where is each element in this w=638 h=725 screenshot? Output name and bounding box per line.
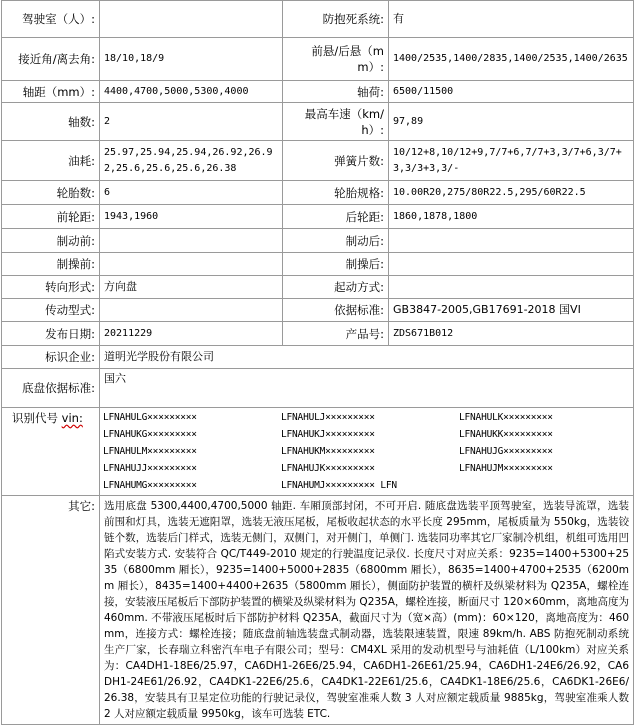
spec-table: [1, 0, 634, 725]
vin-list: [100, 408, 634, 496]
row-axles: [2, 103, 634, 141]
tire-spec-value: 10.00R20,275/80R22.5,295/60R22.5: [389, 181, 634, 205]
vin-code: LFNAHUJG×××××××××: [459, 446, 553, 457]
standard-label: 依据标准:: [283, 299, 389, 322]
company-label: 标识企业:: [2, 346, 100, 369]
vin-row: [103, 460, 630, 477]
front-track-value: 1943,1960: [100, 205, 283, 229]
tires-value: 6: [100, 181, 283, 205]
front-track-label: 前轮距:: [2, 205, 100, 229]
tires-label: 轮胎数:: [2, 181, 100, 205]
axle-load-value: 6500/11500: [389, 81, 634, 103]
chassis-std-label: 底盘依据标准:: [2, 369, 100, 408]
row-chassis-std: [2, 369, 634, 408]
vin-code: LFNAHULG×××××××××: [103, 412, 197, 423]
max-speed-label: 最高车速（km/h）:: [283, 103, 389, 141]
row-wheelbase: [2, 81, 634, 103]
steering-label: 转向形式:: [2, 276, 100, 299]
row-drive: [2, 299, 634, 322]
max-speed-value: 97,89: [389, 103, 634, 141]
wheelbase-label: 轴距（mm）:: [2, 81, 100, 103]
brake-front-value: [100, 229, 283, 253]
angle-value: 18/10,18/9: [100, 38, 283, 81]
drive-label: 传动型式:: [2, 299, 100, 322]
brake-ctrl-front-label: 制操前:: [2, 253, 100, 276]
row-fuel: [2, 141, 634, 181]
row-release: [2, 322, 634, 346]
vin-row: [103, 409, 630, 426]
row-steering: [2, 276, 634, 299]
release-value: 20211229: [100, 322, 283, 346]
vin-code: LFNAHUMG×××××××××: [103, 480, 197, 491]
wheelbase-value: 4400,4700,5000,5300,4000: [100, 81, 283, 103]
row-other: [2, 496, 634, 725]
product-value: ZDS671B012: [389, 322, 634, 346]
axles-label: 轴数:: [2, 103, 100, 141]
brake-ctrl-front-value: [100, 253, 283, 276]
rear-track-label: 后轮距:: [283, 205, 389, 229]
steering-value: 方向盘: [100, 276, 283, 299]
driver-cab-label: 驾驶室（人）:: [2, 1, 100, 38]
spring-value: 10/12+8,10/12+9,7/7+6,7/7+3,3/7+6,3/7+3,3/3+3,3/-: [389, 141, 634, 181]
axles-value: 2: [100, 103, 283, 141]
row-brake-ctrl: [2, 253, 634, 276]
brake-ctrl-rear-value: [389, 253, 634, 276]
company-value: 道明光学股份有限公司: [100, 346, 634, 369]
abs-value: 有: [389, 1, 634, 38]
vin-code: LFNAHULJ×××××××××: [281, 412, 375, 423]
vin-code: LFNAHUJK×××××××××: [281, 463, 375, 474]
overhang-value: 1400/2535,1400/2835,1400/2535,1400/2635: [389, 38, 634, 81]
brake-ctrl-rear-label: 制操后:: [283, 253, 389, 276]
vin-code: LFNAHULM×××××××××: [103, 446, 197, 457]
start-value: [389, 276, 634, 299]
product-label: 产品号:: [283, 322, 389, 346]
overhang-label: 前悬/后悬（mm）:: [283, 38, 389, 81]
row-track: [2, 205, 634, 229]
vin-label: [2, 408, 100, 496]
drive-value: [100, 299, 283, 322]
spring-label: 弹簧片数:: [283, 141, 389, 181]
vin-label-code: vin:: [61, 411, 83, 425]
row-brake: [2, 229, 634, 253]
brake-rear-value: [389, 229, 634, 253]
rear-track-value: 1860,1878,1800: [389, 205, 634, 229]
row-angle-overhang: [2, 38, 634, 81]
driver-cab-value: [100, 1, 283, 38]
vin-code: LFNAHUJM×××××××××: [459, 463, 553, 474]
vin-code: LFNAHUMJ××××××××× LFN: [281, 480, 397, 491]
standard-value: GB3847-2005,GB17691-2018 国VI: [389, 299, 634, 322]
tire-spec-label: 轮胎规格:: [283, 181, 389, 205]
vin-code: LFNAHULK×××××××××: [459, 412, 553, 423]
axle-load-label: 轴荷:: [283, 81, 389, 103]
release-label: 发布日期:: [2, 322, 100, 346]
row-driver-abs: [2, 1, 634, 38]
other-text: 选用底盘 5300,4400,4700,5000 轴距. 车厢顶部封闭，不可开启. 随底盘选装平顶驾驶室，选装导流罩，选装前围和灯具，选装无遮阳罩，选装无液压尾板，尾板收起状态的水平长度 295mm，尾板质量为 550kg，选装铰链个数，选装后门样式，选装无侧门，双侧门，对开侧门，单侧门. 选装同功率其它厂家制冷机组，机组可选用凹陷式安装方式. 安装符合 QC/T449-2010 规定的行驶温度记录仪. 长度尺寸对应关系：9235=1400+5300+2535（6800mm 厢长），9235=1400+5000+2835（6800mm 厢长），8635=1400+4700+2535（6200mm 厢长），8435=1400+4400+2635（5800mm 厢长），侧面防护装置的横杆及纵梁材料为 Q235A，螺栓连接，安装液压尾板后下部防护装置的横梁及纵梁材料为 Q235A，螺栓连接，断面尺寸 120×60mm，离地高度为 460mm. 不带液压尾板时后下部防护材料 Q235A，截面尺寸为（宽×高）(mm)：60×120，离地高度为：460mm，连接方式：螺栓连接；随底盘前轴选装盘式制动器，选装限速装置，限速 89km/h. ABS 防抱死制动系统生产厂家，长春瑞立科密汽车电子有限公司；型号：CM4XL 采用的发动机型号与油耗值（L/100km）对应关系为：CA4DH1-18E6/25.97，CA6DH1-26E6/25.94，CA6DH1-26E61/25.94，CA6DH1-24E6/26.92，CA6DH1-24E61/26.92，CA4DK1-22E6/25.6，CA4DK1-22E61/25.6，CA4DK1-18E6/25.6，CA6DK1-26E6/26.38，安装具有卫星定位功能的行驶记录仪，驾驶室准乘人数 3 人对应额定载质量 9885kg，驾驶室准乘人数 2 人对应额定载质量 9950kg，该车可选装 ETC.: [100, 496, 634, 725]
vin-row: [103, 477, 630, 494]
vin-code: LFNAHUKK×××××××××: [459, 429, 553, 440]
chassis-std-value: 国六: [100, 369, 634, 408]
row-vin: [2, 408, 634, 496]
abs-label: 防抱死系统:: [283, 1, 389, 38]
vin-code: LFNAHUKG×××××××××: [103, 429, 197, 440]
brake-front-label: 制动前:: [2, 229, 100, 253]
fuel-value: 25.97,25.94,25.94,26.92,26.92,25.6,25.6,25.6,26.38: [100, 141, 283, 181]
angle-label: 接近角/离去角:: [2, 38, 100, 81]
brake-rear-label: 制动后:: [283, 229, 389, 253]
vin-code: LFNAHUKM×××××××××: [281, 446, 375, 457]
vin-row: [103, 426, 630, 443]
start-label: 起动方式:: [283, 276, 389, 299]
fuel-label: 油耗:: [2, 141, 100, 181]
row-tires: [2, 181, 634, 205]
other-label: 其它:: [2, 496, 100, 725]
vin-code: LFNAHUJJ×××××××××: [103, 463, 197, 474]
vin-code: LFNAHUKJ×××××××××: [281, 429, 375, 440]
row-company: [2, 346, 634, 369]
vin-row: [103, 443, 630, 460]
vin-label-text: 识别代号: [12, 411, 58, 425]
